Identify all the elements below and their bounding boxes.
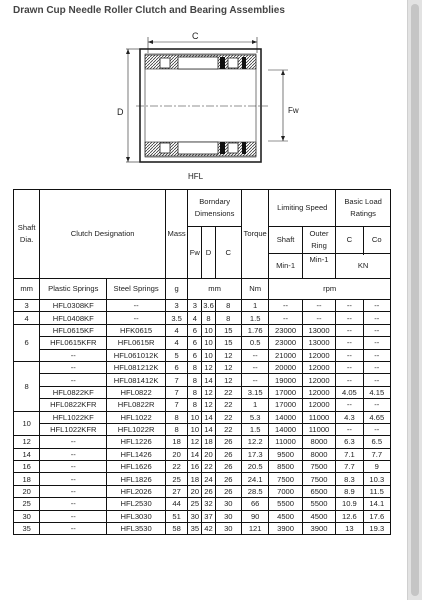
table-cell: 11.5 bbox=[363, 485, 390, 497]
header-shaft-dia-line1: Shaft bbox=[17, 223, 36, 232]
table-cell: HFL061012K bbox=[107, 349, 166, 361]
table-cell: HFL1426 bbox=[107, 448, 166, 460]
table-cell: HFL3530 bbox=[107, 523, 166, 535]
table-cell: HFK0615 bbox=[107, 324, 166, 336]
table-cell: 21000 bbox=[269, 349, 302, 361]
table-cell: HFL1826 bbox=[107, 473, 166, 485]
table-cell: 6.5 bbox=[363, 436, 390, 448]
table-cell: 30 bbox=[215, 510, 241, 522]
table-cell: 66 bbox=[241, 498, 268, 510]
table-cell: 17000 bbox=[269, 386, 302, 398]
table-cell: 12 bbox=[202, 399, 215, 411]
table-cell: HFL0822 bbox=[107, 386, 166, 398]
table-row bbox=[14, 386, 391, 398]
header-d: D bbox=[202, 227, 215, 279]
table-cell: 26 bbox=[202, 485, 215, 497]
table-cell: 3.6 bbox=[203, 301, 214, 311]
table-cell: HFL1022KF bbox=[40, 411, 107, 423]
unit-plastic-springs: Plastic Springs bbox=[40, 279, 107, 300]
table-cell: 26 bbox=[215, 436, 241, 448]
table-cell: 1 bbox=[241, 300, 268, 312]
table-row bbox=[14, 448, 391, 460]
header-c: C bbox=[215, 227, 241, 279]
table-cell: 22 bbox=[215, 411, 241, 423]
table-cell: 20.5 bbox=[241, 461, 268, 473]
table-cell: 26 bbox=[215, 473, 241, 485]
table-cell: HFL1022 bbox=[107, 411, 166, 423]
table-cell: 3.5 bbox=[165, 312, 187, 324]
table-cell: 12000 bbox=[302, 399, 335, 411]
header-basic-load-line1: Basic Load bbox=[344, 197, 382, 206]
table-body bbox=[14, 300, 391, 535]
table-cell: 12000 bbox=[302, 349, 335, 361]
unit-nm: Nm bbox=[241, 279, 268, 300]
header-mass: Mass bbox=[165, 190, 187, 279]
table-header bbox=[14, 190, 391, 300]
table-cell: -- bbox=[363, 312, 390, 324]
cell-shaft-dia: 18 bbox=[14, 473, 40, 485]
table-cell: 10 bbox=[188, 411, 202, 423]
table-cell: 12000 bbox=[302, 374, 335, 386]
header-boundary-line2: Dimensions bbox=[194, 209, 235, 218]
table-cell: 7 bbox=[165, 374, 187, 386]
table-cell: 7 bbox=[165, 386, 187, 398]
table-cell: HFL0615KF bbox=[40, 324, 107, 336]
table-cell: -- bbox=[40, 361, 107, 373]
table-cell: 12 bbox=[215, 361, 241, 373]
table-cell: 14 bbox=[202, 374, 215, 386]
table-cell: -- bbox=[363, 374, 390, 386]
table-cell: -- bbox=[336, 300, 363, 312]
header-limiting-speed: Limiting Speed bbox=[269, 190, 336, 227]
table-cell: 19000 bbox=[269, 374, 302, 386]
table-cell: 10.3 bbox=[363, 473, 390, 485]
page-title: Drawn Cup Needle Roller Clutch and Bearing Assemblies bbox=[13, 5, 285, 16]
table-cell: 8 bbox=[188, 386, 202, 398]
table-cell: 14 bbox=[202, 423, 215, 435]
table-cell: -- bbox=[363, 324, 390, 336]
table-row bbox=[14, 510, 391, 522]
table-cell: 3900 bbox=[302, 523, 335, 535]
table-cell: -- bbox=[241, 361, 268, 373]
table-cell: 3.15 bbox=[241, 386, 268, 398]
table-cell: HFL081212K bbox=[107, 361, 166, 373]
table-cell: 8000 bbox=[302, 436, 335, 448]
table-cell: 44 bbox=[165, 498, 187, 510]
table-cell: 8 bbox=[165, 411, 187, 423]
cell-shaft-dia: 6 bbox=[14, 324, 40, 361]
table-row bbox=[14, 399, 391, 411]
table-cell: 14000 bbox=[269, 411, 302, 423]
header-boundary-dimensions bbox=[188, 190, 242, 227]
table-cell: HFL081412K bbox=[107, 374, 166, 386]
table-cell: 1.5 bbox=[241, 312, 268, 324]
table-cell: 12 bbox=[215, 349, 241, 361]
table-cell: 18 bbox=[165, 436, 187, 448]
table-cell: 7.7 bbox=[363, 448, 390, 460]
table-cell: -- bbox=[363, 423, 390, 435]
cell-shaft-dia: 14 bbox=[14, 448, 40, 460]
table-cell: -- bbox=[269, 300, 302, 312]
table-cell: 17.3 bbox=[241, 448, 268, 460]
cell-shaft-dia: 3 bbox=[14, 300, 40, 312]
table-cell: 15 bbox=[215, 337, 241, 349]
header-shaft: Shaft bbox=[269, 227, 302, 254]
table-cell: 23000 bbox=[269, 337, 302, 349]
table-row bbox=[14, 498, 391, 510]
table-cell: 6 bbox=[188, 324, 202, 336]
table-cell: 20000 bbox=[269, 361, 302, 373]
table-cell: 8 bbox=[215, 300, 241, 312]
dim-d-label: D bbox=[117, 107, 124, 117]
table-cell: -- bbox=[40, 473, 107, 485]
table-cell: -- bbox=[269, 312, 302, 324]
table-cell: 30 bbox=[215, 523, 241, 535]
table-cell: 8.9 bbox=[336, 485, 363, 497]
table-cell: 10 bbox=[202, 337, 215, 349]
table-cell: 22 bbox=[165, 461, 187, 473]
table-cell: 25 bbox=[165, 473, 187, 485]
table-cell: 12.6 bbox=[336, 510, 363, 522]
cell-shaft-dia: 8 bbox=[14, 361, 40, 411]
table-cell: 30 bbox=[215, 498, 241, 510]
table-cell: HFL0822KF bbox=[40, 386, 107, 398]
table-cell: 14000 bbox=[269, 423, 302, 435]
table-cell: -- bbox=[40, 510, 107, 522]
table-cell: 6.3 bbox=[336, 436, 363, 448]
header-load-co: Co bbox=[363, 227, 390, 254]
table-cell: -- bbox=[336, 349, 363, 361]
header-torque: Torque bbox=[241, 190, 268, 279]
table-row bbox=[14, 473, 391, 485]
unit-mm: mm bbox=[14, 279, 40, 300]
table-cell: -- bbox=[336, 312, 363, 324]
table-cell: 17.6 bbox=[363, 510, 390, 522]
table-cell: 14 bbox=[188, 448, 202, 460]
table-cell: 4500 bbox=[302, 510, 335, 522]
table-row bbox=[14, 312, 391, 324]
header-basic-load-ratings bbox=[336, 190, 391, 227]
table-cell: HFL1022KFR bbox=[40, 423, 107, 435]
table-cell: -- bbox=[363, 300, 390, 312]
unit-g: g bbox=[165, 279, 187, 300]
table-cell: 6500 bbox=[302, 485, 335, 497]
header-outer-ring bbox=[302, 227, 335, 254]
table-cell: -- bbox=[40, 349, 107, 361]
header-boundary-line1: Borndary bbox=[199, 197, 231, 206]
table-cell: HFL0408KF bbox=[40, 312, 107, 324]
table-cell: 12 bbox=[215, 374, 241, 386]
table-cell: 22 bbox=[215, 399, 241, 411]
table-row bbox=[14, 411, 391, 423]
table-cell: 4 bbox=[165, 324, 187, 336]
table-cell: 3 bbox=[165, 300, 187, 312]
unit-rpm: rpm bbox=[269, 279, 391, 300]
table-cell: 22 bbox=[215, 423, 241, 435]
table-cell: HFL1626 bbox=[107, 461, 166, 473]
table-cell: 37 bbox=[202, 510, 215, 522]
table-cell: 4 bbox=[165, 337, 187, 349]
header-fw: Fw bbox=[188, 227, 202, 279]
table-cell: 58 bbox=[165, 523, 187, 535]
header-shaft-dia-line2: Dia. bbox=[19, 235, 34, 244]
spec-table bbox=[13, 189, 391, 535]
table-cell: 13 bbox=[336, 523, 363, 535]
table-cell: HFL2530 bbox=[107, 498, 166, 510]
table-cell: -- bbox=[336, 337, 363, 349]
table-cell: 10 bbox=[188, 423, 202, 435]
table-cell: 12 bbox=[202, 386, 215, 398]
table-row bbox=[14, 324, 391, 336]
table-row bbox=[14, 361, 391, 373]
table-row bbox=[14, 436, 391, 448]
table-cell: 14.1 bbox=[363, 498, 390, 510]
cell-shaft-dia: 35 bbox=[14, 523, 40, 535]
table-row bbox=[14, 423, 391, 435]
table-cell: HFL2026 bbox=[107, 485, 166, 497]
header-outer-ring-line2: Ring bbox=[311, 241, 327, 250]
header-basic-load-line2: Ratings bbox=[350, 209, 376, 218]
cell-shaft-dia: 12 bbox=[14, 436, 40, 448]
table-cell: 20 bbox=[188, 485, 202, 497]
table-cell: HFL3030 bbox=[107, 510, 166, 522]
table-cell: 27 bbox=[165, 485, 187, 497]
table-cell: 10.9 bbox=[336, 498, 363, 510]
scrollbar-thumb[interactable] bbox=[411, 4, 419, 596]
table-cell: 18 bbox=[188, 473, 202, 485]
table-cell: 6 bbox=[165, 361, 187, 373]
table-cell: HFL1022R bbox=[107, 423, 166, 435]
header-shaft-min1: Min-1 bbox=[269, 254, 302, 279]
table-cell: 12 bbox=[188, 436, 202, 448]
table-cell: 5500 bbox=[269, 498, 302, 510]
table-cell: 42 bbox=[202, 523, 215, 535]
table-cell: 26 bbox=[215, 461, 241, 473]
table-cell: 5.3 bbox=[241, 411, 268, 423]
table-cell: 8 bbox=[188, 361, 202, 373]
table-cell: 8 bbox=[165, 423, 187, 435]
table-cell: -- bbox=[40, 485, 107, 497]
table-cell: -- bbox=[40, 523, 107, 535]
table-cell: 4.15 bbox=[363, 386, 390, 398]
table-cell: 9 bbox=[363, 461, 390, 473]
table-cell: HFL0615KFR bbox=[40, 337, 107, 349]
table-cell: 17000 bbox=[269, 399, 302, 411]
table-cell: 11000 bbox=[269, 436, 302, 448]
table-row bbox=[14, 523, 391, 535]
header-outer-ring-line1: Outer bbox=[309, 229, 329, 238]
table-cell: 7500 bbox=[302, 461, 335, 473]
table-cell: -- bbox=[336, 361, 363, 373]
table-cell: 4.3 bbox=[336, 411, 363, 423]
table-cell: -- bbox=[363, 361, 390, 373]
table-cell: 20 bbox=[202, 448, 215, 460]
table-row bbox=[14, 300, 391, 312]
table-cell: 90 bbox=[241, 510, 268, 522]
table-cell: 5 bbox=[165, 349, 187, 361]
table-cell: HFL0615R bbox=[107, 337, 166, 349]
table-cell: 12000 bbox=[302, 361, 335, 373]
table-cell: 22 bbox=[215, 386, 241, 398]
table-cell: -- bbox=[107, 312, 166, 324]
table-cell: 10 bbox=[202, 324, 215, 336]
table-cell: 10 bbox=[202, 349, 215, 361]
table-cell: -- bbox=[107, 300, 166, 312]
table-cell: 8000 bbox=[302, 448, 335, 460]
table-cell: 51 bbox=[165, 510, 187, 522]
table-cell: 18 bbox=[202, 436, 215, 448]
table-cell: 24.1 bbox=[241, 473, 268, 485]
header-shaft-dia bbox=[14, 190, 40, 279]
table-cell: 7.1 bbox=[336, 448, 363, 460]
table-cell: 6 bbox=[188, 349, 202, 361]
table-cell: 24 bbox=[202, 473, 215, 485]
table-cell: 12.2 bbox=[241, 436, 268, 448]
table-cell: 4.65 bbox=[363, 411, 390, 423]
table-cell: -- bbox=[363, 337, 390, 349]
header-outer-min1: Min-1 bbox=[302, 254, 335, 279]
table-cell: -- bbox=[336, 423, 363, 435]
table-cell: 19.3 bbox=[363, 523, 390, 535]
table-row bbox=[14, 485, 391, 497]
table-cell: -- bbox=[363, 399, 390, 411]
table-cell: -- bbox=[363, 349, 390, 361]
unit-dims-mm: mm bbox=[188, 279, 242, 300]
table-cell: -- bbox=[336, 399, 363, 411]
table-row bbox=[14, 461, 391, 473]
header-kn: KN bbox=[336, 254, 391, 279]
cell-shaft-dia: 20 bbox=[14, 485, 40, 497]
table-cell: 7.7 bbox=[336, 461, 363, 473]
table-cell: 11000 bbox=[302, 423, 335, 435]
table-cell: 13000 bbox=[302, 324, 335, 336]
table-cell: -- bbox=[40, 461, 107, 473]
table-cell: 121 bbox=[241, 523, 268, 535]
table-cell: 4 bbox=[188, 312, 202, 324]
table-cell: 7 bbox=[165, 399, 187, 411]
table-cell: 14 bbox=[202, 411, 215, 423]
table-cell: 7000 bbox=[269, 485, 302, 497]
table-cell: 8 bbox=[215, 312, 241, 324]
table-cell: 26 bbox=[215, 448, 241, 460]
table-cell: 28.5 bbox=[241, 485, 268, 497]
table-cell: 5500 bbox=[302, 498, 335, 510]
table-cell: 3900 bbox=[269, 523, 302, 535]
table-cell: 1 bbox=[241, 399, 268, 411]
table-cell: 26 bbox=[215, 485, 241, 497]
table-cell: 9500 bbox=[269, 448, 302, 460]
table-cell: 0.5 bbox=[241, 337, 268, 349]
unit-steel-springs: Steel Springs bbox=[107, 279, 166, 300]
table-cell: 6 bbox=[188, 337, 202, 349]
table-cell: 12 bbox=[202, 361, 215, 373]
dim-fw-label: Fw bbox=[288, 106, 299, 115]
table-cell: HFL0308KF bbox=[40, 300, 107, 312]
table-cell: 25 bbox=[188, 498, 202, 510]
header-load-c: C bbox=[336, 227, 363, 254]
table-cell: 7500 bbox=[269, 473, 302, 485]
table-cell: 15 bbox=[215, 324, 241, 336]
table-row bbox=[14, 349, 391, 361]
table-cell: -- bbox=[40, 436, 107, 448]
table-cell: -- bbox=[40, 374, 107, 386]
table-cell: 8 bbox=[202, 312, 215, 324]
table-cell: -- bbox=[241, 349, 268, 361]
table-row bbox=[14, 337, 391, 349]
table-cell: 8500 bbox=[269, 461, 302, 473]
cell-shaft-dia: 16 bbox=[14, 461, 40, 473]
table-cell: -- bbox=[241, 374, 268, 386]
table-cell: 8.3 bbox=[336, 473, 363, 485]
table-cell: 7500 bbox=[302, 473, 335, 485]
cell-shaft-dia: 10 bbox=[14, 411, 40, 436]
table-cell: 1.5 bbox=[241, 423, 268, 435]
table-cell: -- bbox=[336, 374, 363, 386]
table-cell: -- bbox=[336, 324, 363, 336]
drawing-model-label: HFL bbox=[188, 172, 204, 181]
bearing-drawing bbox=[108, 27, 326, 185]
table-cell: 3 bbox=[188, 300, 202, 312]
table-cell: 8 bbox=[188, 399, 202, 411]
cell-shaft-dia: 4 bbox=[14, 312, 40, 324]
table-cell: HFL0822R bbox=[107, 399, 166, 411]
vertical-scrollbar[interactable] bbox=[407, 0, 422, 600]
table-cell: 13000 bbox=[302, 337, 335, 349]
cell-shaft-dia: 25 bbox=[14, 498, 40, 510]
table-cell: 20 bbox=[165, 448, 187, 460]
table-cell: 4500 bbox=[269, 510, 302, 522]
table-cell: 4.05 bbox=[336, 386, 363, 398]
table-cell: 35 bbox=[188, 523, 202, 535]
dim-c-label: C bbox=[192, 31, 199, 41]
table-cell: -- bbox=[302, 312, 335, 324]
header-clutch-designation: Clutch Designation bbox=[40, 190, 166, 279]
table-cell: -- bbox=[40, 448, 107, 460]
table-cell: HFL1226 bbox=[107, 436, 166, 448]
table-cell: 16 bbox=[188, 461, 202, 473]
table-cell: 23000 bbox=[269, 324, 302, 336]
table-cell: -- bbox=[40, 498, 107, 510]
table-cell: 8 bbox=[188, 374, 202, 386]
table-cell: 11000 bbox=[302, 411, 335, 423]
table-cell: 1.76 bbox=[241, 324, 268, 336]
table-cell: -- bbox=[302, 300, 335, 312]
table-row bbox=[14, 374, 391, 386]
table-cell: 22 bbox=[202, 461, 215, 473]
table-cell: 12000 bbox=[302, 386, 335, 398]
table-cell: 30 bbox=[188, 510, 202, 522]
table-cell: HFL0822KFR bbox=[40, 399, 107, 411]
cell-shaft-dia: 30 bbox=[14, 510, 40, 522]
table-cell: 32 bbox=[202, 498, 215, 510]
